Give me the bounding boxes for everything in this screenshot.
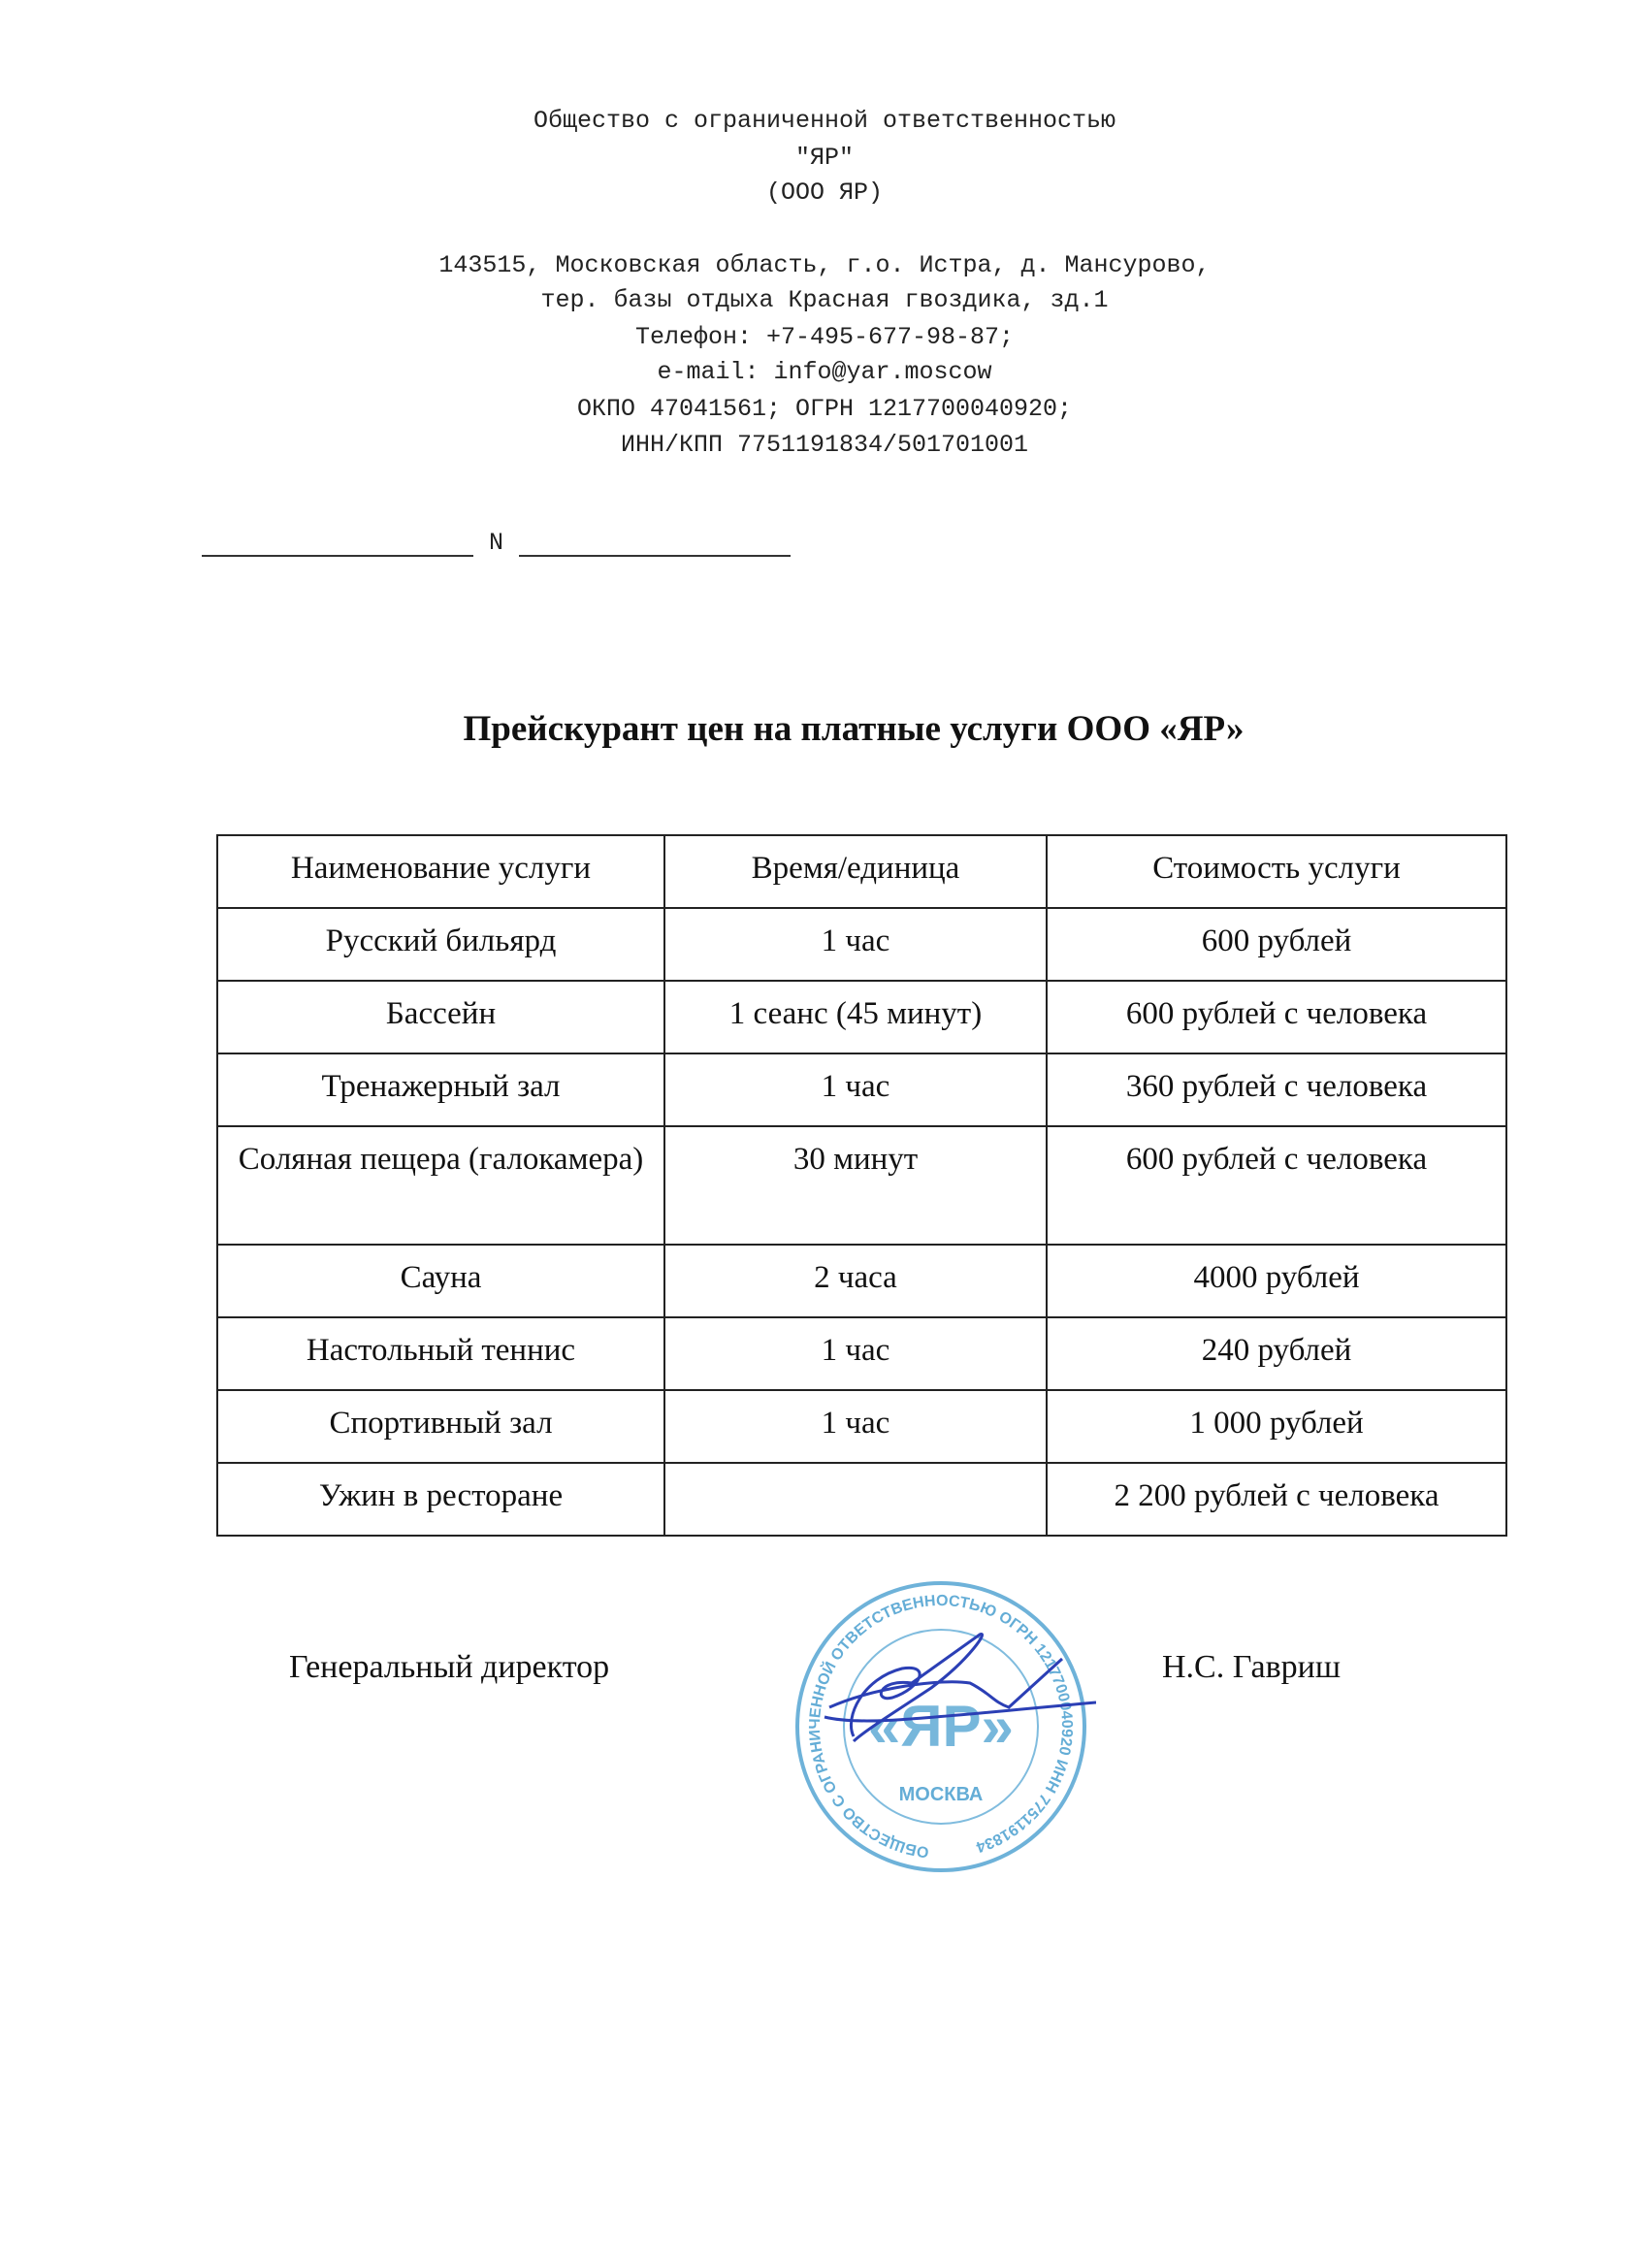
cell-time: 2 часа <box>664 1245 1047 1317</box>
signatory-name: Н.С. Гавриш <box>1162 1649 1342 1685</box>
letterhead-line: (ООО ЯР) <box>765 178 884 207</box>
cell-price: 240 рублей <box>1047 1317 1506 1390</box>
letterhead-line: тер. базы отдыха Красная гвоздика, зд.1 <box>540 286 1109 314</box>
document-number-line <box>202 529 791 557</box>
cell-service: Русский бильярд <box>217 908 664 981</box>
letterhead-line: Общество с ограниченной ответственностью <box>533 107 1116 135</box>
stamp-outer-text: ОБЩЕСТВО С ОГРАНИЧЕННОЙ ОТВЕТСТВЕННОСТЬЮ ОГРН 1217700040920 ИНН 7751191834 <box>806 1592 1076 1861</box>
letterhead-line: e-mail: info@yar.moscow <box>657 358 992 386</box>
table-row <box>217 1463 1506 1536</box>
letterhead-line: 143515, Московская область, г.о. Истра, д. Мансурово, <box>438 251 1211 279</box>
price-table <box>216 834 1507 1537</box>
stamp-bottom-text: МОСКВА <box>898 1784 984 1805</box>
cell-service: Бассейн <box>217 981 664 1053</box>
header-price: Стоимость услуги <box>1047 835 1506 908</box>
company-stamp <box>786 1571 1096 1882</box>
cell-service: Соляная пещера (галокамера) <box>217 1126 664 1245</box>
table-row <box>217 908 1506 981</box>
document-title: Прейскурант цен на платные услуги ООО «ЯР» <box>463 709 1245 749</box>
letterhead-line: Телефон: +7-495-677-98-87; <box>634 323 1015 351</box>
cell-price: 2 200 рублей с человека <box>1047 1463 1506 1536</box>
letterhead-line: "ЯР" <box>794 144 854 172</box>
cell-service: Ужин в ресторане <box>217 1463 664 1536</box>
table-row <box>217 1317 1506 1390</box>
cell-price: 600 рублей <box>1047 908 1506 981</box>
number-blank <box>519 555 791 557</box>
cell-time: 30 минут <box>664 1126 1047 1245</box>
date-blank <box>202 555 473 557</box>
header-time: Время/единица <box>664 835 1047 908</box>
cell-price: 4000 рублей <box>1047 1245 1506 1317</box>
cell-service: Спортивный зал <box>217 1390 664 1463</box>
table-row <box>217 1053 1506 1126</box>
cell-service: Сауна <box>217 1245 664 1317</box>
stamp-center-text: «ЯР» <box>868 1694 1014 1759</box>
cell-time: 1 сеанс (45 минут) <box>664 981 1047 1053</box>
cell-time: 1 час <box>664 908 1047 981</box>
cell-price: 600 рублей с человека <box>1047 1126 1506 1245</box>
cell-service: Настольный теннис <box>217 1317 664 1390</box>
cell-price: 1 000 рублей <box>1047 1390 1506 1463</box>
table-row <box>217 1126 1506 1245</box>
cell-time <box>664 1463 1047 1536</box>
letterhead-line: ОКПО 47041561; ОГРН 1217700040920; <box>576 395 1073 423</box>
cell-price: 360 рублей с человека <box>1047 1053 1506 1126</box>
signatory-position: Генеральный директор <box>289 1649 610 1685</box>
header-service: Наименование услуги <box>217 835 664 908</box>
letterhead-line: ИНН/КПП 7751191834/501701001 <box>620 431 1029 459</box>
cell-price: 600 рублей с человека <box>1047 981 1506 1053</box>
cell-time: 1 час <box>664 1390 1047 1463</box>
cell-service: Тренажерный зал <box>217 1053 664 1126</box>
number-label: N <box>489 529 504 557</box>
cell-time: 1 час <box>664 1317 1047 1390</box>
table-row <box>217 981 1506 1053</box>
table-row <box>217 1390 1506 1463</box>
cell-time: 1 час <box>664 1053 1047 1126</box>
table-row <box>217 1245 1506 1317</box>
